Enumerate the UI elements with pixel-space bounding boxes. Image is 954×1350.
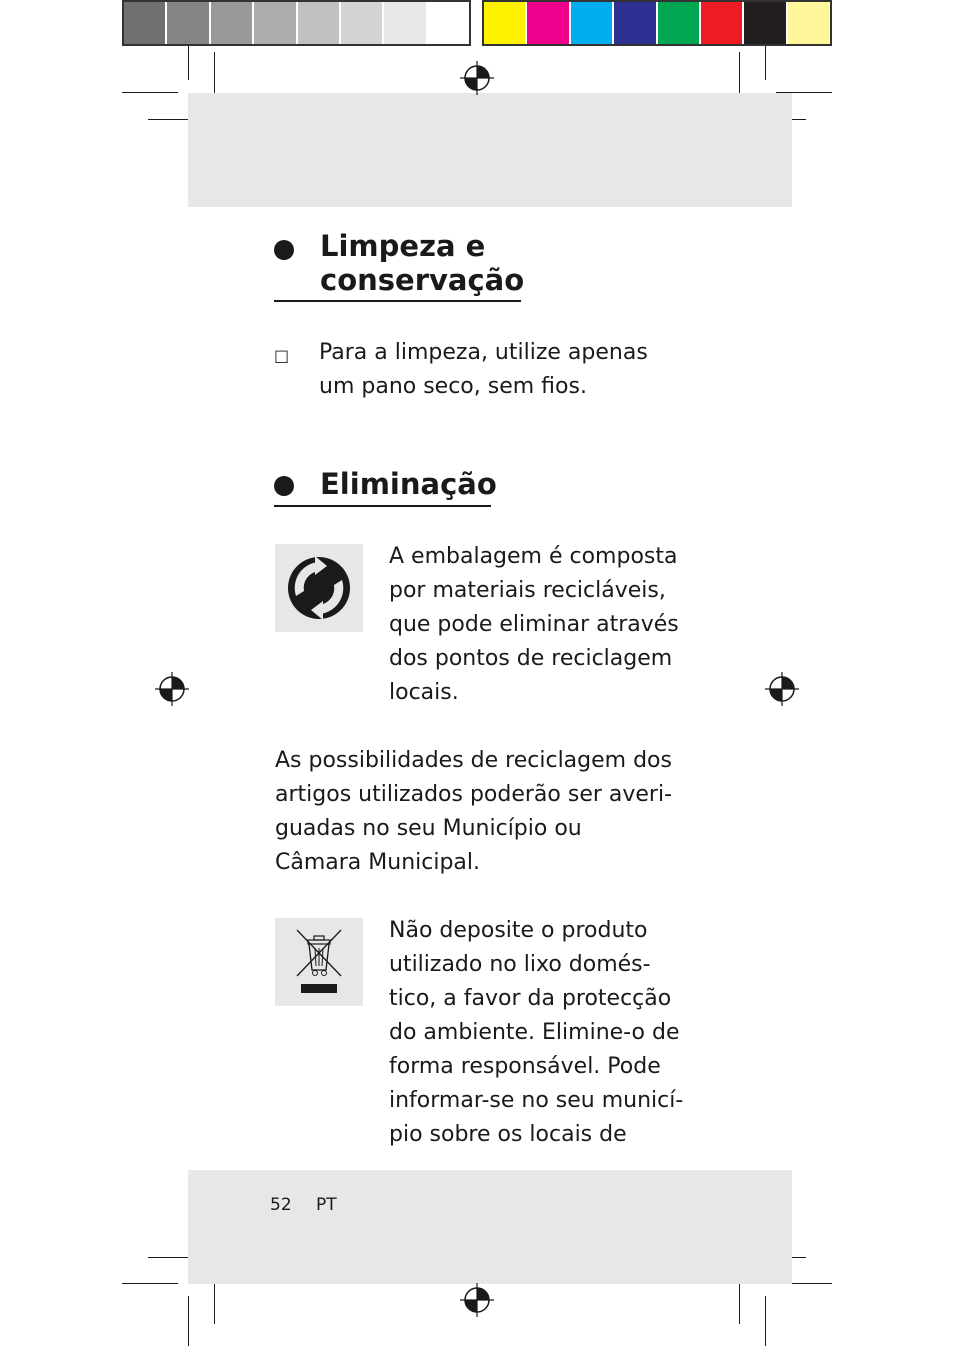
registration-mark-icon <box>155 672 189 706</box>
color-swatch <box>167 2 208 44</box>
cleaning-heading-line1: Limpeza e <box>320 229 486 263</box>
crop-mark <box>122 92 178 93</box>
packaging-text-line: locais. <box>389 680 459 705</box>
crop-mark <box>765 1296 766 1346</box>
header-band <box>188 93 792 207</box>
color-swatch <box>254 2 295 44</box>
weee-text-line: forma responsável. Pode <box>389 1054 661 1079</box>
color-swatch <box>788 2 829 44</box>
color-swatch <box>614 2 655 44</box>
crossed-out-bin-icon <box>275 918 363 1006</box>
heading-underline <box>274 300 521 302</box>
heading-bullet-icon <box>274 476 294 496</box>
color-swatch <box>384 2 425 44</box>
color-swatch <box>484 2 525 44</box>
cleaning-heading-line2: conservação <box>320 263 525 297</box>
green-dot-recycling-icon <box>275 544 363 632</box>
weee-text-line: utilizado no lixo domés- <box>389 952 651 977</box>
packaging-text-line: que pode eliminar através <box>389 612 679 637</box>
recycling-text-line: As possibilidades de reciclagem dos <box>275 748 672 773</box>
weee-text-line: pio sobre os locais de <box>389 1122 627 1147</box>
heading-bullet-icon <box>274 240 294 260</box>
color-swatch <box>571 2 612 44</box>
language-code: PT <box>316 1195 337 1215</box>
recycling-text-line: artigos utilizados poderão ser averi- <box>275 782 673 807</box>
crop-mark <box>188 1296 189 1346</box>
weee-text-line: do ambiente. Elimine-o de <box>389 1020 680 1045</box>
packaging-text-line: por materiais recicláveis, <box>389 578 666 603</box>
cleaning-item-line1: Para a limpeza, utilize apenas <box>319 340 648 365</box>
disposal-heading-text: Eliminação <box>320 467 497 501</box>
footer-band <box>188 1170 792 1284</box>
page-number: 52 <box>270 1195 292 1215</box>
weee-text-line: Não deposite o produto <box>389 918 648 943</box>
crop-mark <box>765 46 766 80</box>
packaging-text-line: dos pontos de reciclagem <box>389 646 673 671</box>
color-swatch <box>211 2 252 44</box>
cleaning-heading <box>274 230 534 302</box>
recycling-text-line: guadas no seu Município ou <box>275 816 582 841</box>
registration-mark-icon <box>765 672 799 706</box>
color-swatch <box>658 2 699 44</box>
crop-mark <box>739 1278 740 1324</box>
heading-underline <box>274 505 491 507</box>
color-swatch <box>298 2 339 44</box>
color-swatch <box>341 2 382 44</box>
recycling-text-line: Câmara Municipal. <box>275 850 481 875</box>
color-swatch <box>124 2 165 44</box>
registration-mark-icon <box>460 61 494 95</box>
color-swatch <box>701 2 742 44</box>
cleaning-item-line2: um pano seco, sem fios. <box>319 374 587 399</box>
packaging-text-line: A embalagem é composta <box>389 544 678 569</box>
crop-mark <box>188 46 189 80</box>
color-swatch <box>428 2 469 44</box>
weee-text-line: informar-se no seu municí- <box>389 1088 684 1113</box>
crop-mark <box>122 1283 178 1284</box>
weee-text-line: tico, a favor da protecção <box>389 986 672 1011</box>
checkbox-bullet-icon: □ <box>274 346 290 365</box>
registration-mark-icon <box>460 1283 494 1317</box>
crop-mark <box>214 1278 215 1324</box>
color-swatch <box>527 2 568 44</box>
color-swatch <box>744 2 785 44</box>
disposal-heading <box>274 468 504 508</box>
